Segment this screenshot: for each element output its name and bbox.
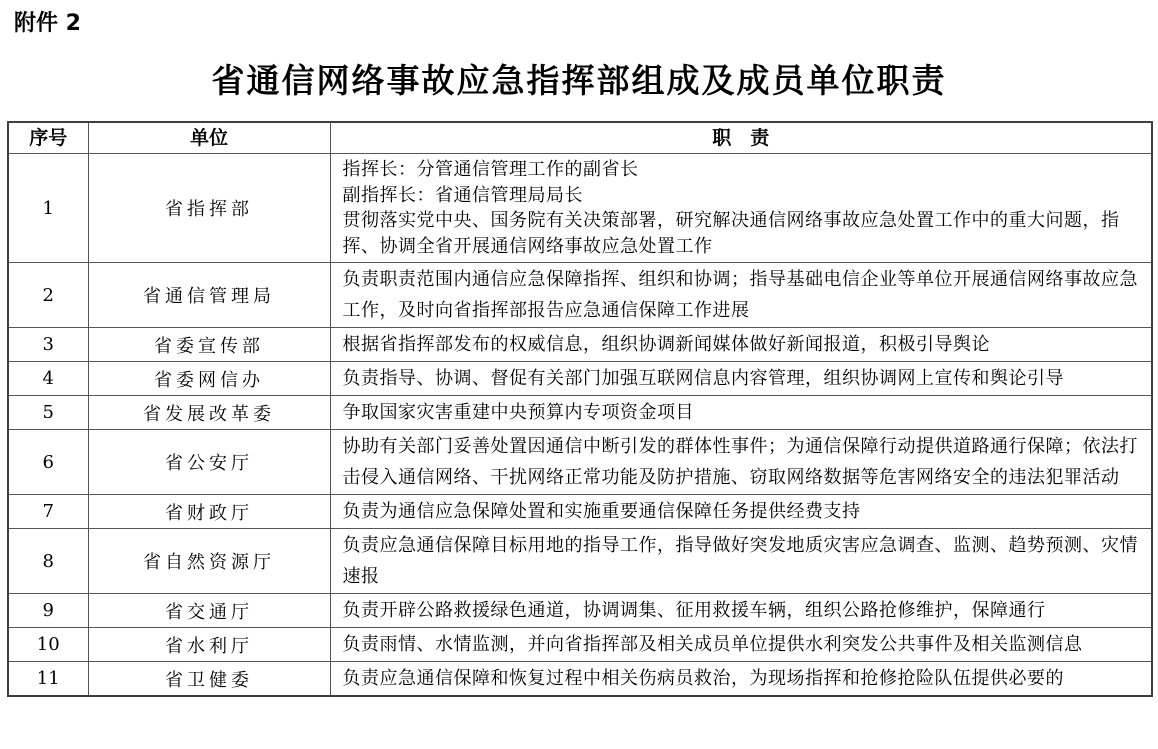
unit-name-cell: 省委网信办 — [88, 362, 330, 396]
row-number-cell: 6 — [8, 430, 88, 495]
duty-paragraph: 负责职责范围内通信应急保障指挥、组织和协调；指导基础电信企业等单位开展通信网络事故应急工作，及时向省指挥部报告应急通信保障工作进展 — [342, 269, 1138, 321]
table-row — [8, 362, 1152, 396]
table-header-row — [8, 122, 1152, 154]
duty-paragraph: 副指挥长：省通信管理局局长 — [342, 184, 583, 206]
unit-name-cell: 省委宣传部 — [88, 328, 330, 362]
duty-cell — [330, 594, 1152, 628]
duty-paragraph: 负责指导、协调、督促有关部门加强互联网信息内容管理，组织协调网上宣传和舆论引导 — [342, 368, 1064, 389]
table-body — [8, 154, 1152, 697]
duty-cell — [330, 396, 1152, 430]
row-number-cell: 11 — [8, 662, 88, 697]
column-header-no: 序号 — [8, 122, 88, 154]
table-row — [8, 430, 1152, 495]
table-row — [8, 495, 1152, 529]
duty-paragraph: 负责为通信应急保障处置和实施重要通信保障任务提供经费支持 — [342, 501, 861, 522]
duty-cell — [330, 529, 1152, 594]
responsibility-table — [7, 121, 1153, 697]
column-header-unit: 单位 — [88, 122, 330, 154]
row-number-cell: 9 — [8, 594, 88, 628]
table-row — [8, 396, 1152, 430]
unit-name-cell: 省发展改革委 — [88, 396, 330, 430]
duty-paragraph: 负责雨情、水情监测，并向省指挥部及相关成员单位提供水利突发公共事件及相关监测信息 — [342, 634, 1083, 655]
row-number-cell: 5 — [8, 396, 88, 430]
duty-paragraph: 根据省指挥部发布的权威信息，组织协调新闻媒体做好新闻报道，积极引导舆论 — [342, 334, 990, 355]
table-row — [8, 594, 1152, 628]
duty-paragraph: 负责开辟公路救援绿色通道，协调调集、征用救援车辆，组织公路抢修维护，保障通行 — [342, 600, 1046, 621]
unit-name-cell: 省指挥部 — [88, 154, 330, 263]
row-number-cell: 10 — [8, 628, 88, 662]
row-number-cell: 1 — [8, 154, 88, 263]
column-header-duty: 职 责 — [330, 122, 1152, 154]
duty-paragraph: 协助有关部门妥善处置因通信中断引发的群体性事件；为通信保障行动提供道路通行保障；依法打击侵入通信网络、干扰网络正常功能及防护措施、窃取网络数据等危害网络安全的违法犯罪活动 — [342, 436, 1138, 488]
row-number-cell: 2 — [8, 263, 88, 328]
unit-name-cell: 省公安厅 — [88, 430, 330, 495]
duty-paragraph: 负责应急通信保障目标用地的指导工作，指导做好突发地质灾害应急调查、监测、趋势预测、灾情速报 — [342, 535, 1138, 587]
duty-paragraph: 贯彻落实党中央、国务院有关决策部署，研究解决通信网络事故应急处置工作中的重大问题，指挥、协调全省开展通信网络事故应急处置工作 — [342, 210, 1120, 257]
unit-name-cell: 省财政厅 — [88, 495, 330, 529]
table-row — [8, 529, 1152, 594]
page-title: 省通信网络事故应急指挥部组成及成员单位职责 — [211, 61, 947, 100]
duty-cell — [330, 495, 1152, 529]
unit-name-cell: 省通信管理局 — [88, 263, 330, 328]
row-number-cell: 4 — [8, 362, 88, 396]
duty-cell — [330, 362, 1152, 396]
duty-cell — [330, 263, 1152, 328]
unit-name-cell: 省交通厅 — [88, 594, 330, 628]
table-row — [8, 328, 1152, 362]
unit-name-cell: 省水利厅 — [88, 628, 330, 662]
unit-name-cell: 省卫健委 — [88, 662, 330, 697]
duty-paragraph: 指挥长：分管通信管理工作的副省长 — [342, 159, 639, 180]
row-number-cell: 3 — [8, 328, 88, 362]
duty-cell — [330, 154, 1152, 263]
duty-paragraph: 负责应急通信保障和恢复过程中相关伤病员救治，为现场指挥和抢修抢险队伍提供必要的 — [342, 668, 1064, 689]
attachment-label: 附件 2 — [14, 11, 81, 36]
unit-name-cell: 省自然资源厅 — [88, 529, 330, 594]
duty-cell — [330, 328, 1152, 362]
row-number-cell: 7 — [8, 495, 88, 529]
table-row — [8, 263, 1152, 328]
table-row — [8, 628, 1152, 662]
duty-cell — [330, 430, 1152, 495]
table-row — [8, 662, 1152, 697]
duty-cell — [330, 628, 1152, 662]
duty-cell — [330, 662, 1152, 697]
row-number-cell: 8 — [8, 529, 88, 594]
duty-paragraph: 争取国家灾害重建中央预算内专项资金项目 — [342, 402, 694, 423]
table-row — [8, 154, 1152, 263]
